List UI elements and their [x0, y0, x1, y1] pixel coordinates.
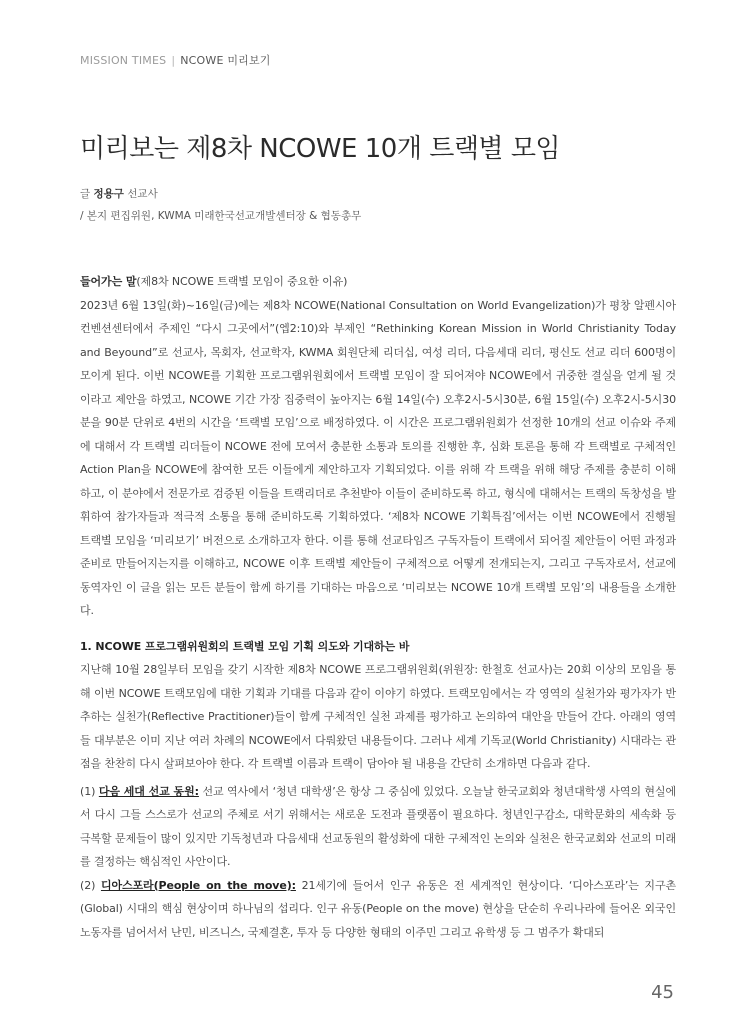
section-1-heading: 1. NCOWE 프로그램위원회의 트랙별 모임 기획 의도와 기대하는 바: [80, 639, 410, 653]
byline: [80, 183, 361, 227]
byline-author-line: [80, 183, 361, 205]
page-number: 45: [651, 982, 674, 1003]
item-lead: 디아스포라(People on the move):: [100, 878, 296, 892]
intro-heading: [80, 270, 676, 294]
item-number: (1): [80, 784, 96, 798]
section-1-paragraph: 지난해 10월 28일부터 모임을 갖기 시작한 제8차 NCOWE 프로그램위원회(위원장: 한철호 선교사)는 20회 이상의 모임을 통해 이번 NCOWE 트랙모임에 대한 기획과 기대를 다음과 같이 이야기 하였다. 트랙모임에서는 각 영역의 실천가와 평가자가 반추하는 실천가(Reflective Practitioner)들이 함께 구체적인 실천 과제를 평가하고 논의하여 대안을 만들어 간다. 아래의 영역들 대부분은 이미 지난 여러 차례의 NCOWE에서 다뤄왔던 내용들이다. 그러나 세계 기독교(World Christianity) 시대라는 관점을 찬찬히 다시 살펴보아야 한다. 각 트랙별 이름과 트랙이 담아야 될 내용을 간단히 소개하면 다음과 같다.: [80, 663, 676, 770]
byline-prefix: 글: [80, 188, 91, 200]
intro-lead: 들어가는 말: [80, 275, 137, 288]
byline-author: 정용구: [93, 188, 124, 200]
list-item: [80, 780, 676, 874]
header-separator: |: [171, 54, 176, 67]
list-item: [80, 874, 676, 945]
running-header: [80, 52, 271, 68]
article-title: 미리보는 제8차 NCOWE 10개 트랙별 모임: [80, 134, 561, 164]
item-text: 21세기에 들어서 인구 유동은 전 세계적인 현상이다. ‘디아스포라’는 지구촌(Global) 시대의 핵심 현상이며 하나님의 섭리다. 인구 유동(People on the move) 현상을 단순히 우리나라에 들어온 외국인 노동자를 넘어서서 난민, 비즈니스, 국제결혼, 투자 등 다양한 형태의 이주민 그리고 유학생 등 그 범주가 확대되: [80, 878, 677, 939]
item-text: 선교 역사에서 ‘청년 대학생’은 항상 그 중심에 있었다. 오늘날 한국교회와 청년대학생 사역의 현실에서 다시 그들 스스로가 선교의 주체로 서기 위해서는 새로운 도전과 플랫폼이 필요하다. 청년인구감소, 대학문화의 세속화 등 극복할 문제들이 많이 있지만 기독청년과 다음세대 선교동원의 활성화에 대한 구체적인 논의와 실천은 한국교회와 선교의 미래를 결정하는 핵심적인 사안이다.: [80, 784, 676, 868]
intro-lead-paren: (제8차 NCOWE 트랙별 모임이 중요한 이유): [136, 275, 348, 288]
article-body: [80, 270, 676, 944]
byline-role: 선교사: [127, 188, 158, 200]
byline-affiliation: / 본지 편집위원, KWMA 미래한국선교개발센터장 & 협동총무: [80, 210, 362, 222]
header-current: NCOWE 미리보기: [180, 54, 271, 67]
item-lead: 다음 세대 선교 동원:: [98, 784, 199, 798]
header-section: MISSION TIMES: [80, 54, 167, 67]
intro-paragraph: 2023년 6월 13일(화)~16일(금)에는 제8차 NCOWE(National Consultation on World Evangelization)가 평창 알펜시아 컨벤션센터에서 주제인 “다시 그곳에서”(엡2:10)와 부제인 “Rethinking Korean Mission in World Christianity Today and Beyound”로 선교사, 목회자, 선교학자, KWMA 회원단체 리더십, 여성 리더, 다음세대 리더, 평신도 선교 리더 600명이 모이게 된다. 이번 NCOWE를 기획한 프로그램위원회에서 트랙별 모임이 잘 되어져야 NCOWE에서 귀중한 결실을 얻게 될 것이라고 제안을 하였고, NCOWE 기간 가장 집중력이 높아지는 6월 14일(수) 오후2시-5시30분, 6월 15일(수) 오후2시-5시30분을 90분 단위로 4번의 시간을 ‘트랙별 모임’으로 배정하였다. 이 시간은 프로그램위원회가 선정한 10개의 선교 이슈와 주제에 대해서 각 트랙별 리더들이 NCOWE 전에 모여서 충분한 소통과 토의를 진행한 후, 심화 토론을 통해 각 트랙별로 구체적인 Action Plan을 NCOWE에 참여한 모든 이들에게 제안하고자 기획되었다. 이를 위해 각 트랙을 위해 해당 주제를 충분히 이해하고, 이 분야에서 전문가로 검증된 이들을 트랙리더로 추천받아 이들이 준비하도록 하고, 형식에 대해서는 트랙의 독창성을 발휘하여 참가자들과 적극적 소통을 통해 준비하도록 기획하였다. ‘제8차 NCOWE 기획특집’에서는 이번 NCOWE에서 진행될 트랙별 모임을 ‘미리보기’ 버전으로 소개하고자 한다. 이를 통해 선교타임즈 구독자들이 트랙에서 되어질 제안들이 어떤 과정과 준비로 만들어지는지를 이해하고, NCOWE 이후 트랙별 제안들이 구체적으로 어떻게 전개되는지, 그리고 구독자로서, 선교에 동역자인 이 글을 읽는 모든 분들이 함께 하기를 기대하는 마음으로 ‘미리보는 NCOWE 10개 트랙별 모임’의 내용들을 소개한다.: [80, 298, 676, 617]
item-number: (2): [80, 878, 96, 892]
